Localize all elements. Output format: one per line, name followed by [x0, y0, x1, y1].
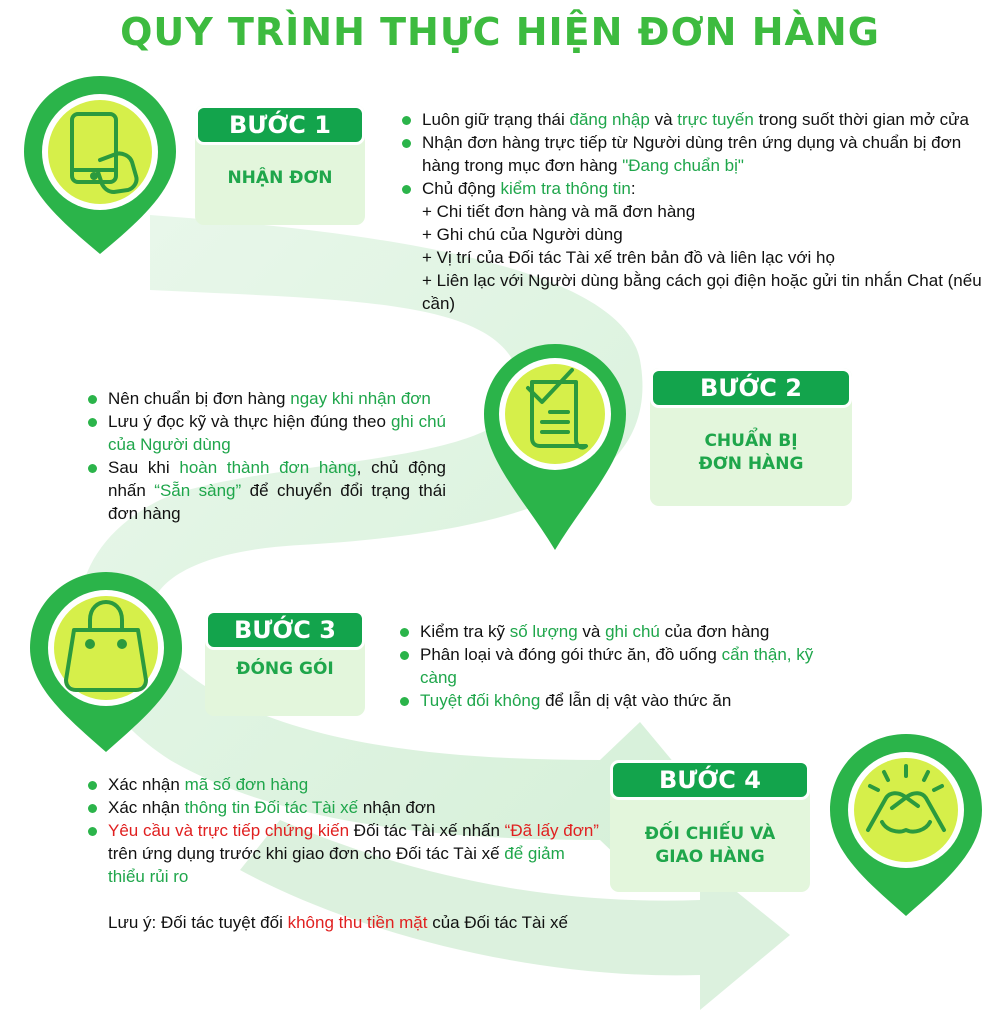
step4-pin	[826, 730, 986, 918]
list-item: Nhận đơn hàng trực tiếp từ Người dùng trên ứng dụng và chuẩn bị đơn hàng trong mục đơn hàng "Đang chuẩn bị"	[400, 131, 995, 177]
step1-card	[195, 105, 365, 225]
sub-item: + Chi tiết đơn hàng và mã đơn hàng	[422, 202, 696, 221]
step2-card	[650, 368, 852, 506]
step1-name: NHẬN ĐƠN	[227, 168, 333, 188]
step4-name-line2: GIAO HÀNG	[655, 847, 765, 867]
step4-bullets	[86, 773, 606, 934]
sub-item: + Vị trí của Đối tác Tài xế trên bản đồ và liên lạc với họ	[422, 248, 835, 267]
note: Lưu ý: Đối tác tuyệt đối không thu tiền mặt của Đối tác Tài xế	[108, 913, 568, 932]
step3-card	[205, 610, 365, 716]
sub-item: + Liên lạc với Người dùng bằng cách gọi điện hoặc gửi tin nhắn Chat (nếu cần)	[422, 271, 982, 313]
step4-name-line1: ĐỐI CHIẾU VÀ	[644, 824, 776, 844]
sub-item: + Ghi chú của Người dùng	[422, 225, 623, 244]
list-item: Chủ động kiểm tra thông tin:	[400, 177, 995, 200]
step1-bullets	[400, 108, 995, 315]
list-item: Nên chuẩn bị đơn hàng ngay khi nhận đơn	[86, 387, 446, 410]
list-item: Kiểm tra kỹ số lượng và ghi chú của đơn hàng	[398, 620, 848, 643]
step2-name-line1: CHUẨN BỊ	[704, 431, 798, 451]
list-item: Lưu ý đọc kỹ và thực hiện đúng theo ghi chú của Người dùng	[86, 410, 446, 456]
list-item: Xác nhận mã số đơn hàng	[86, 773, 606, 796]
step1-pin	[18, 72, 182, 256]
step2-pin	[480, 340, 630, 552]
step2-bullets	[86, 387, 446, 525]
step3-header: BƯỚC 3	[205, 610, 365, 650]
list-item: Yêu cầu và trực tiếp chứng kiến Đối tác Tài xế nhấn “Đã lấy đơn” trên ứng dụng trước khi giao đơn cho Đối tác Tài xế để giảm thiểu rủi ro	[86, 819, 606, 888]
step2-header: BƯỚC 2	[650, 368, 852, 408]
list-item: Sau khi hoàn thành đơn hàng, chủ động nhấn “Sẵn sàng” để chuyển đổi trạng thái đơn hàng	[86, 456, 446, 525]
step3-bullets	[398, 620, 848, 712]
step4-header: BƯỚC 4	[610, 760, 810, 800]
step4-card	[610, 760, 810, 892]
list-item: Tuyệt đối không để lẫn dị vật vào thức ăn	[398, 689, 848, 712]
page-title: QUY TRÌNH THỰC HIỆN ĐƠN HÀNG	[120, 10, 880, 54]
step3-pin	[26, 568, 186, 754]
step1-header: BƯỚC 1	[195, 105, 365, 145]
step2-name-line2: ĐƠN HÀNG	[698, 454, 804, 474]
step3-name: ĐÓNG GÓI	[236, 659, 334, 679]
list-item: Luôn giữ trạng thái đăng nhập và trực tuyến trong suốt thời gian mở cửa	[400, 108, 995, 131]
list-item: Xác nhận thông tin Đối tác Tài xế nhận đơn	[86, 796, 606, 819]
list-item: Phân loại và đóng gói thức ăn, đồ uống cẩn thận, kỹ càng	[398, 643, 848, 689]
